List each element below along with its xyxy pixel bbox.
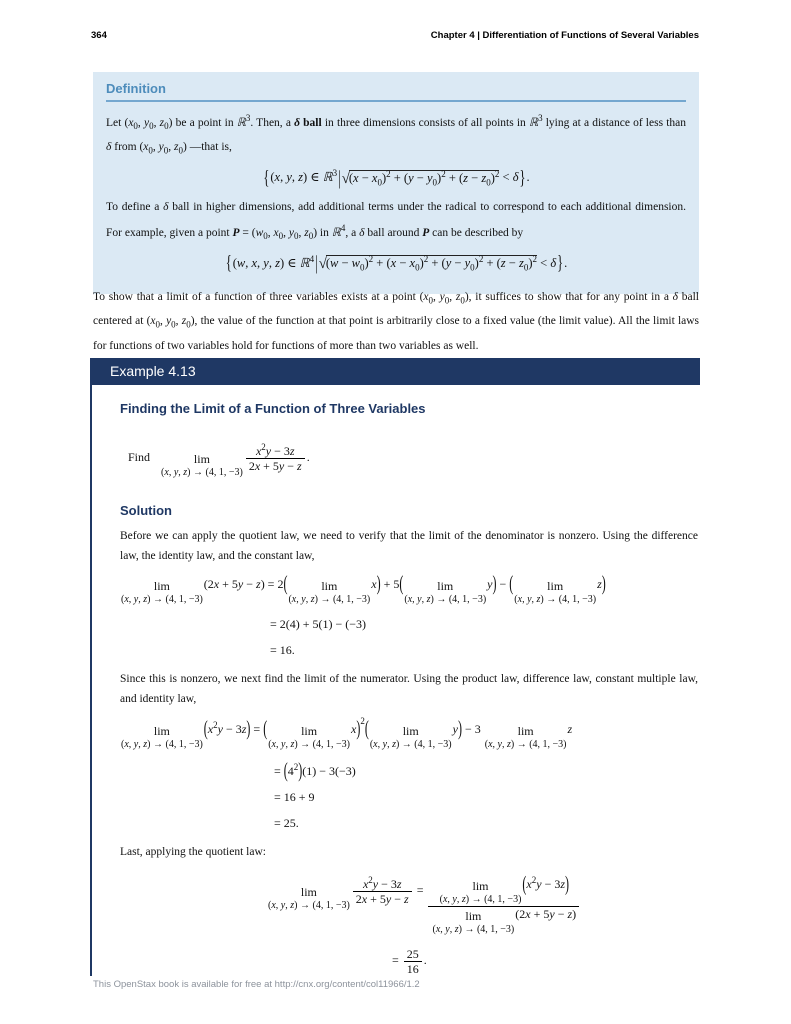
equation-line: = $(4^2)(1) - 3(-3)$	[274, 757, 356, 783]
definition-title: Definition	[106, 81, 686, 102]
solution-paragraph-1: Before we can apply the quotient law, we need to verify that the limit of the denominator is nonzero. Using the difference law, the identity law, and the constant law,	[120, 530, 698, 562]
equation-denominator-limit	[120, 570, 700, 658]
equation-numerator-limit	[120, 715, 700, 831]
solution-paragraph-2: Since this is nonzero, we next find the limit of the numerator. Using the product law, difference law, constant multiple law, and identity law,	[120, 673, 698, 705]
page-number: 364	[91, 30, 107, 41]
equation-line: = $\frac{25}{16}$ .	[392, 947, 427, 976]
find-limit-expression: lim (x, y, z) → (4, 1, −3) $\frac{x^2y - 3z}{2x + 5y - z}$ .	[161, 442, 310, 478]
example-header-bar: Example 4.13	[90, 358, 700, 385]
definition-display-equation-1: {(x, y, z) ∈ ℝ$^3$|√(x − $x_0)^2 + (y - y_0)^2 + (z - z_0)^2 < \delta$}.	[263, 166, 530, 189]
solution-paragraph-3: Last, applying the quotient law:	[120, 846, 266, 858]
equation-line: = 25.	[274, 816, 299, 830]
body-paragraph: To show that a limit of a function of three variables exists at a point ($x_0$, $y_0$, $z_0$), it suffices to show that for any point in a δ ball centered at ($x_0$, $y_0$, $z_0$), the value of the function at that point is arbitrarily close to a fixed value (the limit value). All the limit laws for functions of two variables hold for functions of more than two variables as well.	[93, 291, 700, 352]
page-header	[91, 30, 699, 41]
equation-line: lim (x, y, z) → (4, 1, −3) $\frac{x^2y - 3z}{2x + 5y - z}$ = lim (x, y, z) → (4, 1, −3) $(x^2y - 3z)$ lim (x, y, z) → (4, 1, −3) (2x + 5y − z)	[267, 873, 700, 936]
definition-box	[93, 72, 699, 294]
find-word: Find	[128, 450, 151, 464]
equation-line: lim (x, y, z) → (4, 1, −3) $(x^2y - 3z)$ = ( lim (x, y, z) → (4, 1, −3) x)$^2$( lim (x, y, z) → (4, 1, −3) y) − 3 lim (x, y, z) → (4, 1, −3) z	[121, 715, 573, 750]
definition-display-equation-2: {(w, x, y, z) ∈ ℝ$^4$|√(w − $w_0)^2 + (x - x_0)^2 + (y - y_0)^2 + (z - z_0)^2 < \delta$}.	[225, 251, 568, 274]
equation-line: lim (x, y, z) → (4, 1, −3) (2x + 5y − z) = 2( lim (x, y, z) → (4, 1, −3) x) + 5( lim (x, y, z) → (4, 1, −3) y) − ( lim (x, y, z) → (4, 1, −3) z)	[121, 570, 606, 605]
chapter-title: Chapter 4 | Differentiation of Functions of Several Variables	[430, 30, 699, 41]
example-content	[90, 385, 700, 976]
example-block	[90, 358, 700, 987]
equation-line: = 2(4) + 5(1) − (−3)	[270, 617, 367, 631]
definition-paragraph-1: Let ($x_0$, $y_0$, $z_0$) be a point in ℝ$^3$. Then, a δ ball in three dimensions consists of all points in ℝ$^3$ lying at a distance of less than δ from ($x_0$, $y_0$, $z_0$) —that is,	[106, 113, 687, 156]
equation-quotient-law	[120, 873, 700, 976]
find-statement	[128, 440, 700, 479]
example-title: Finding the Limit of a Function of Three Variables	[120, 401, 426, 416]
openstax-footer: This OpenStax book is available for free at http://cnx.org/content/col11966/1.2	[93, 979, 420, 990]
solution-title: Solution	[120, 503, 172, 518]
equation-line: = 16 + 9	[274, 790, 315, 804]
definition-paragraph-2: To define a δ ball in higher dimensions, add additional terms under the radical to correspond to each additional dimension. For example, given a point $P = (w_0$, $x_0$, $y_0$, $z_0$) in ℝ$^4$, a δ ball around P can be described by	[106, 200, 686, 241]
equation-line: = 16.	[270, 643, 295, 657]
